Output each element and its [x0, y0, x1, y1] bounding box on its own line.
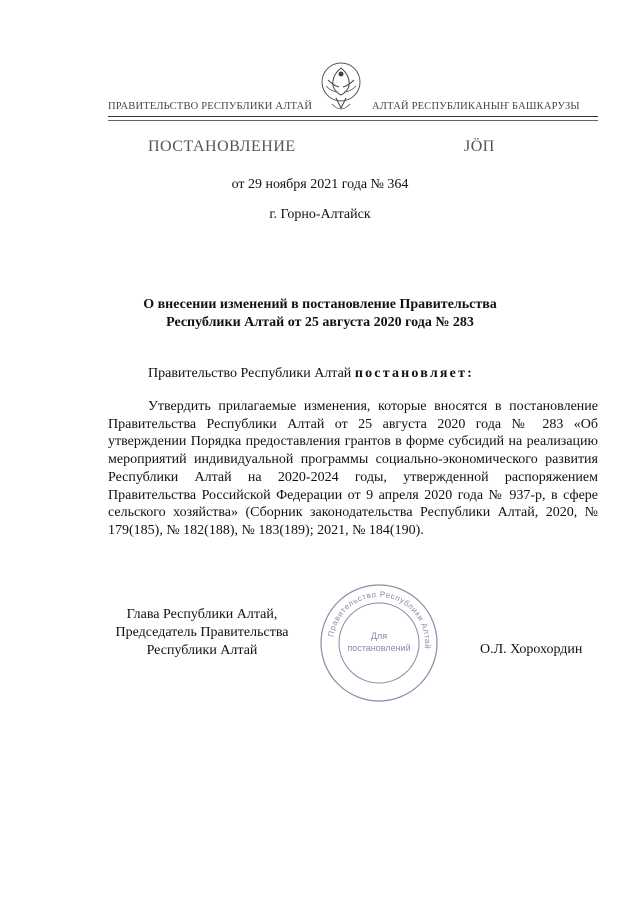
stamp-center-line-1: Для — [370, 631, 388, 641]
official-stamp — [318, 582, 440, 704]
signatory-position-line-3: Республики Алтай — [146, 643, 258, 658]
header-rule-thin — [108, 120, 598, 121]
signatory-position — [108, 606, 296, 660]
stamp-center-line-2: постановлений — [347, 643, 411, 653]
document-title — [0, 296, 640, 332]
signatory-position-line-1: Глава Республики Алтай, — [126, 607, 278, 622]
signatory-position-line-2: Председатель Правительства — [115, 625, 289, 640]
document-date-number: от 29 ноября 2021 года № 364 — [231, 177, 409, 192]
decree-subject: Правительство Республики Алтай — [148, 366, 352, 381]
decree-line — [148, 366, 474, 382]
document-title-line-2: Республики Алтай от 25 августа 2020 года № 283 — [166, 315, 474, 330]
document-city: г. Горно-Алтайск — [269, 207, 371, 222]
header-org-name-ru: ПРАВИТЕЛЬСТВО РЕСПУБЛИКИ АЛТАЙ — [108, 101, 313, 112]
doc-type-alt: JÖП — [464, 138, 495, 155]
decree-verb: постановляет: — [354, 366, 475, 381]
signatory-name: О.Л. Хорохордин — [480, 642, 583, 657]
body-paragraph: Утвердить прилагаемые изменения, которые вносятся в постановление Правительства Республики Алтай от 25 августа 2020 года № 283 «Об утверждении Порядка предоставления грантов в форме субсидий на реализацию мероприятий индивидуальной программы социально-экономического развития Республики Алтай на 2020-2024 годы, утвержденной распоряжением Правительства Российской Федерации от 9 апреля 2020 года № 937-р, в сфере сельского хозяйства» (Сборник законодательства Республики Алтай, 2020, № 179(185), № 182(188), № 183(189); 2021, № 184(190). — [108, 399, 598, 538]
header-rule-thick — [108, 116, 598, 117]
coat-of-arms-icon — [318, 60, 364, 116]
document-body — [108, 398, 598, 540]
stamp-ring-text: Правительство Республики Алтай — [326, 589, 433, 650]
document-title-line-1: О внесении изменений в постановление Правительства — [143, 297, 497, 312]
doc-type-ru: ПОСТАНОВЛЕНИЕ — [148, 138, 296, 155]
header-org-name-alt: АЛТАЙ РЕСПУБЛИКАНЫҤ БАШКАРУЗЫ — [372, 101, 580, 112]
